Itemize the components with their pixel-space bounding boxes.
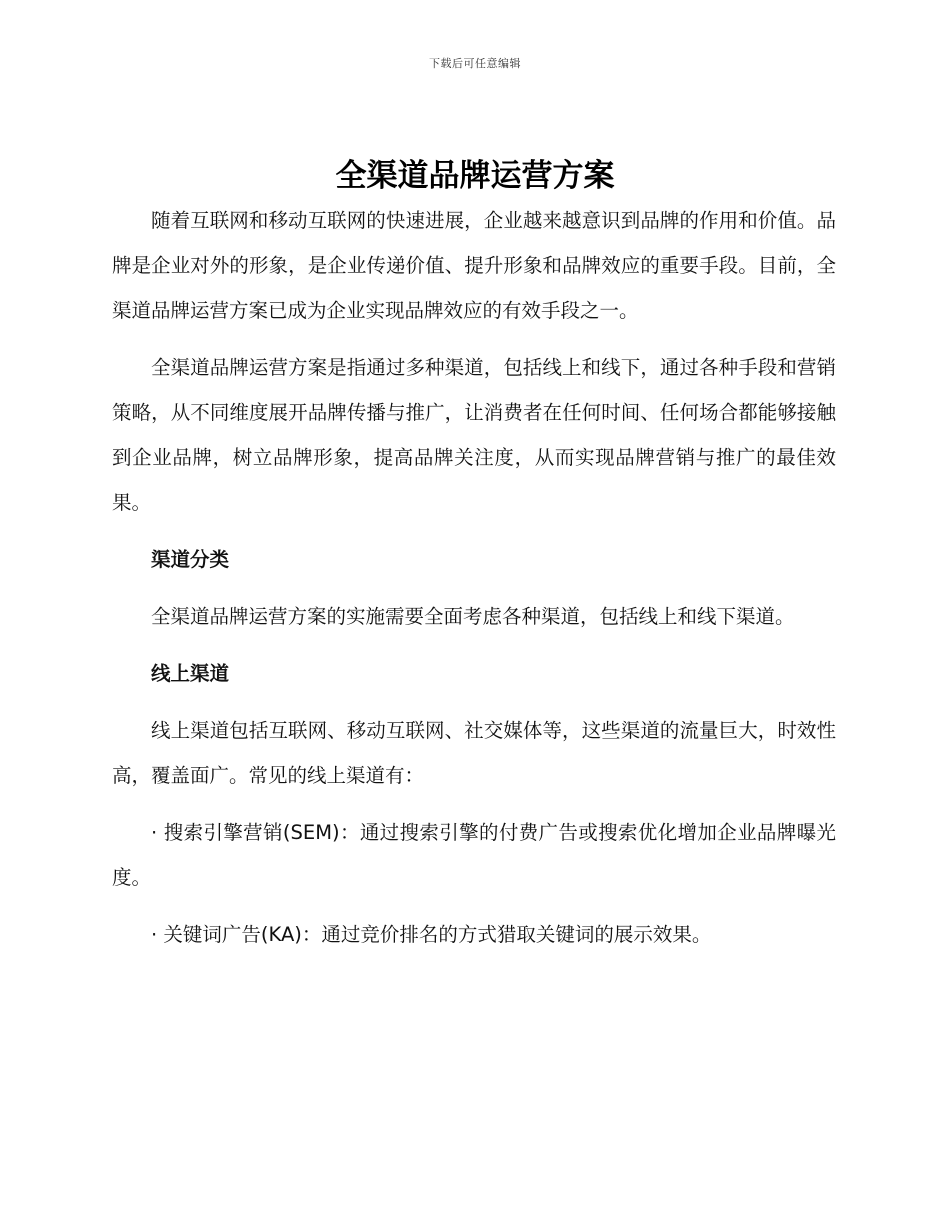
paragraph-intro: 随着互联网和移动互联网的快速进展，企业越来越意识到品牌的作用和价值。品牌是企业对外的形象，是企业传递价值、提升形象和品牌效应的重要手段。目前，全渠道品牌运营方案已成为企业实现品牌效应的有效手段之一。 [112,209,836,322]
paragraph-online-channels: 线上渠道包括互联网、移动互联网、社交媒体等，这些渠道的流量巨大，时效性高，覆盖面广。常见的线上渠道有： [112,719,836,787]
document-title: 全渠道品牌运营方案 [335,158,615,194]
section-heading-channel-classification: 渠道分类 [151,548,230,571]
paragraph-channel-classification: 全渠道品牌运营方案的实施需要全面考虑各种渠道，包括线上和线下渠道。 [151,605,795,628]
list-item-ka: · 关键词广告(KA)：通过竞价排名的方式猎取关键词的展示效果。 [151,923,712,946]
paragraph-definition: 全渠道品牌运营方案是指通过多种渠道，包括线上和线下，通过各种手段和营销策略，从不同维度展开品牌传播与推广，让消费者在任何时间、任何场合都能够接触到企业品牌，树立品牌形象，提高品牌关注度，从而实现品牌营销与推广的最佳效果。 [112,356,836,514]
header-note: 下载后可任意编辑 [429,57,521,70]
section-heading-online-channels: 线上渠道 [151,662,230,685]
document-body [112,198,836,969]
list-item-sem: · 搜索引擎营销(SEM)：通过搜索引擎的付费广告或搜索优化增加企业品牌曝光度。 [112,821,836,889]
